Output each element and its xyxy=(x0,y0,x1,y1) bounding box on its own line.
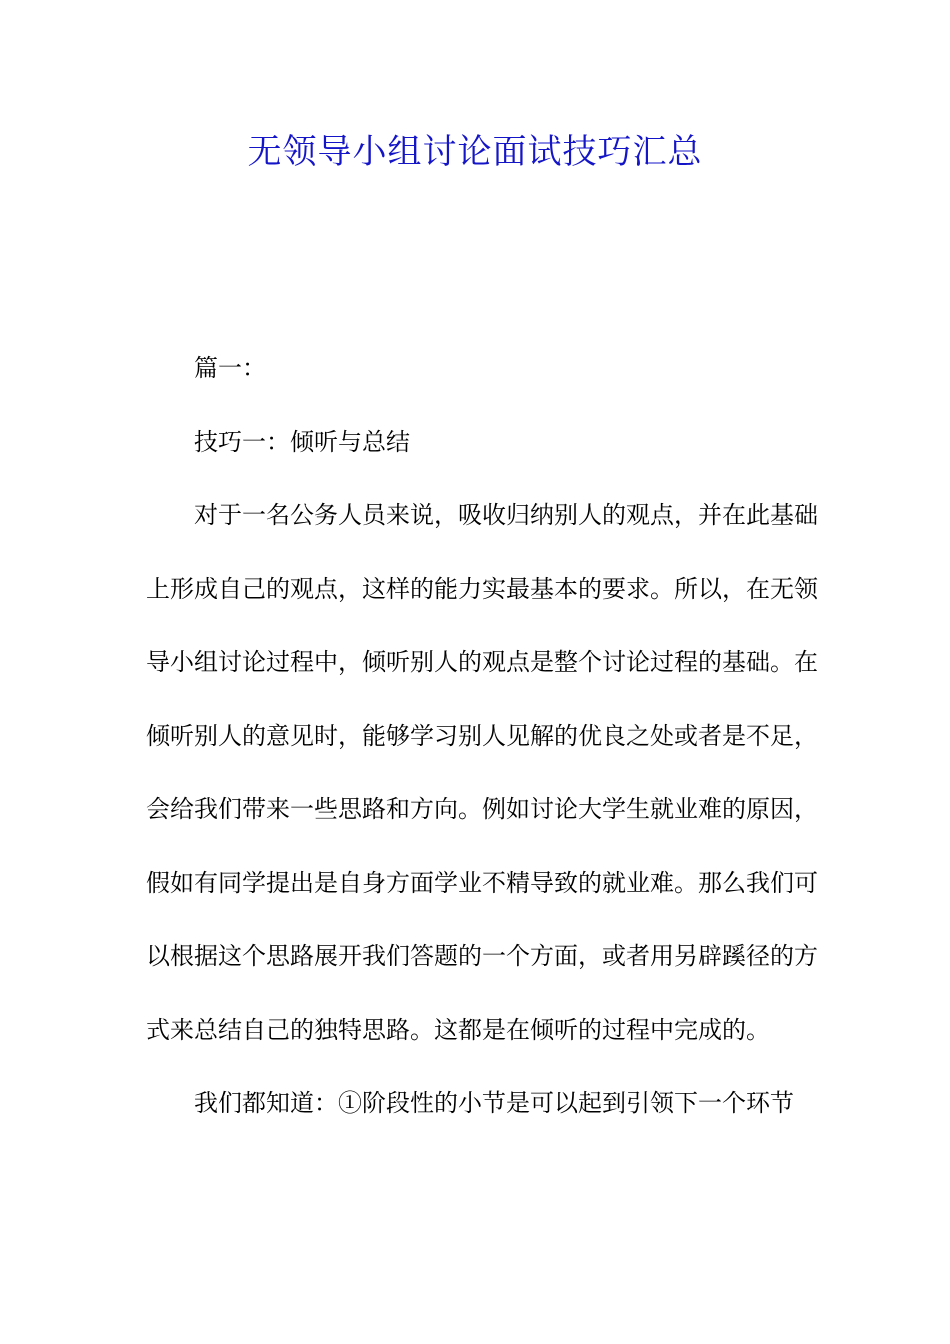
subsection-heading: 技巧一：倾听与总结 xyxy=(194,427,410,456)
document-title: 无领导小组讨论面试技巧汇总 xyxy=(247,132,703,172)
body-paragraph: 对于一名公务人员来说，吸收归纳别人的观点，并在此基础上形成自己的观点，这样的能力实最基本的要求。所以，在无领导小组讨论过程中，倾听别人的观点是整个讨论过程的基础。在倾听别人的意见时，能够学习别人见解的优良之处或者是不足，会给我们带来一些思路和方向。例如讨论大学生就业难的原因，假如有同学提出是自身方面学业不精导致的就业难。那么我们可以根据这个思路展开我们答题的一个方面，或者用另辟蹊径的方式来总结自己的独特思路。这都是在倾听的过程中完成的。 xyxy=(146,501,818,1044)
document-body xyxy=(146,332,818,1141)
body-paragraph-continued: 我们都知道：①阶段性的小节是可以起到引领下一个环节 xyxy=(194,1089,794,1117)
section-heading: 篇一： xyxy=(194,354,266,382)
